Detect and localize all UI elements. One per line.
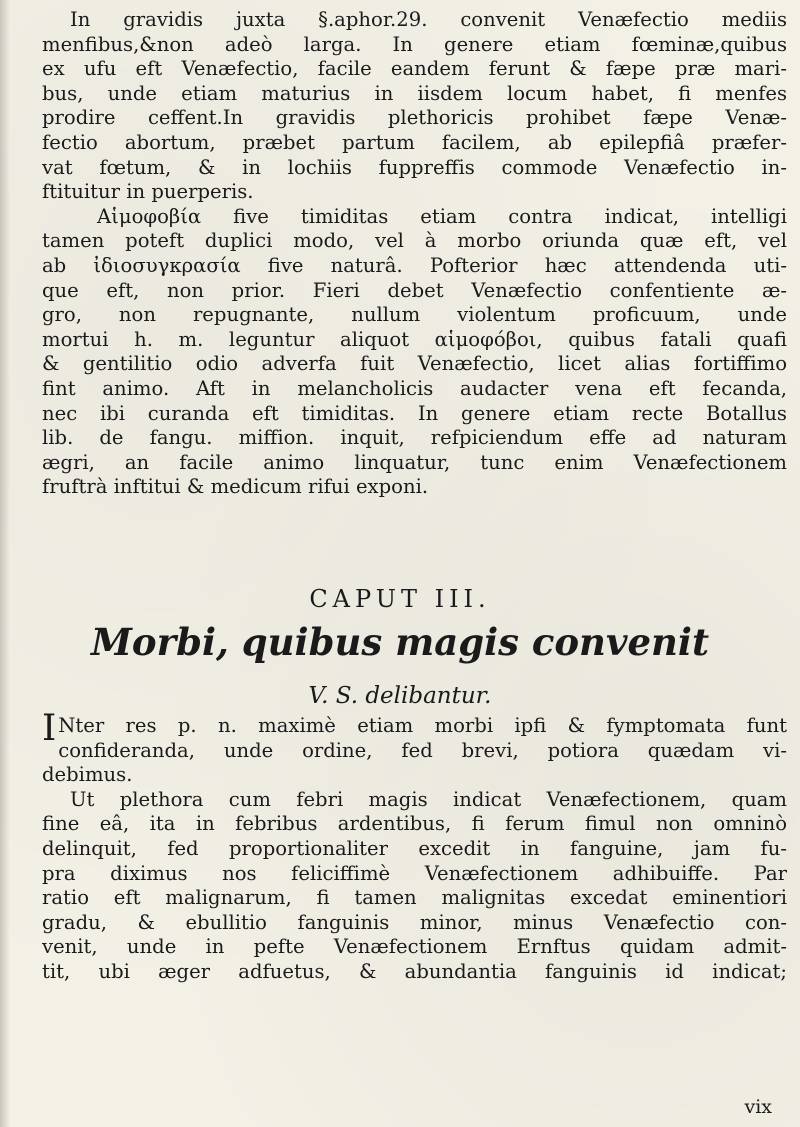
text-line: nec ibi curanda eft timiditas. In genere etiam recte Botallus: [42, 401, 787, 425]
text-line: ægri, an facile animo linquatur, tunc enim Venæfectionem: [42, 450, 787, 474]
text-line: que eft, non prior. Fieri debet Venæfectio confentiente æ-: [42, 278, 787, 302]
drop-cap: I: [42, 708, 57, 749]
upper-text-block: [42, 8, 787, 500]
text-line: menfibus,&non adeò larga. In genere etiam fœminæ,quibus: [42, 32, 787, 56]
chapter-subtitle: V. S. delibantur.: [308, 683, 492, 709]
text-line: confideranda, unde ordine, fed brevi, potiora quædam vi-: [58, 738, 787, 762]
text-line: tit, ubi æger adfuetus, & abundantia fanguinis id indicat;: [42, 959, 787, 983]
text-line: ftituitur in puerperis.: [42, 180, 254, 204]
text-line: fruftrà inftitui & medicum rifui exponi.: [42, 475, 429, 499]
chapter-title: Morbi, quibus magis convenit: [90, 620, 710, 664]
text-line: tamen poteft duplici modo, vel à morbo oriunda quæ eft, vel: [42, 229, 787, 253]
text-line: fectio abortum, præbet partum facilem, ab epilepfiâ præfer-: [42, 130, 787, 154]
text-line: gro, non repugnante, nullum violentum proficuum, unde: [42, 303, 787, 327]
text-line: delinquit, fed proportionaliter excedit in fanguine, jam fu-: [42, 836, 787, 860]
text-line: lib. de fangu. miffion. inquit, refpiciendum effe ad naturam: [42, 426, 787, 450]
text-line: ex ufu eft Venæfectio, facile eandem ferunt & fæpe præ mari-: [42, 57, 787, 81]
text-line: ab ἰδιοσυγκρασία five naturâ. Pofterior hæc attendenda uti-: [42, 253, 787, 277]
chapter-number: CAPUT III.: [309, 585, 491, 613]
text-line: pra diximus nos feliciffimè Venæfectionem adhibuiffe. Par: [42, 861, 787, 885]
text-line: ratio eft malignarum, fi tamen malignitas excedat eminentiori: [42, 886, 787, 910]
text-line: In gravidis juxta §.aphor.29. convenit Venæfectio mediis: [70, 8, 787, 31]
text-line: vat fœtum, & in lochiis fuppreffis commode Venæfectio in-: [42, 155, 787, 179]
text-line: gradu, & ebullitio fanguinis minor, minus Venæfectio con-: [42, 910, 787, 934]
text-line: fine eâ, ita in febribus ardentibus, fi ferum fimul non omninò: [42, 812, 787, 836]
text-line: & gentilitio odio adverfa fuit Venæfectio, licet alias fortiffimo: [42, 352, 787, 376]
text-line: Nter res p. n. maximè etiam morbi ipfi & fymptomata funt: [58, 714, 787, 737]
text-line: venit, unde in pefte Venæfectionem Ernftus quidam admit-: [42, 935, 787, 959]
text-line: prodire ceffent.In gravidis plethoricis prohibet fæpe Venæ-: [42, 106, 787, 130]
lower-text-block: [42, 708, 787, 985]
page-binding-edge: [0, 0, 10, 1127]
text-line: Αἱμοφοβία five timiditas etiam contra indicat, intelligi: [97, 204, 787, 228]
text-line: mortui h. m. leguntur aliquot αἱμοφόβοι, quibus fatali quafi: [42, 327, 787, 351]
text-line: fint animo. Aft in melancholicis audacter vena eft fecanda,: [42, 376, 787, 400]
text-line: bus, unde etiam maturius in iisdem locum habet, fi menfes: [42, 81, 787, 105]
catchword: vix: [744, 1096, 772, 1118]
text-line: Ut plethora cum febri magis indicat Venæfectionem, quam: [70, 787, 787, 811]
text-line: debimus.: [42, 763, 133, 787]
